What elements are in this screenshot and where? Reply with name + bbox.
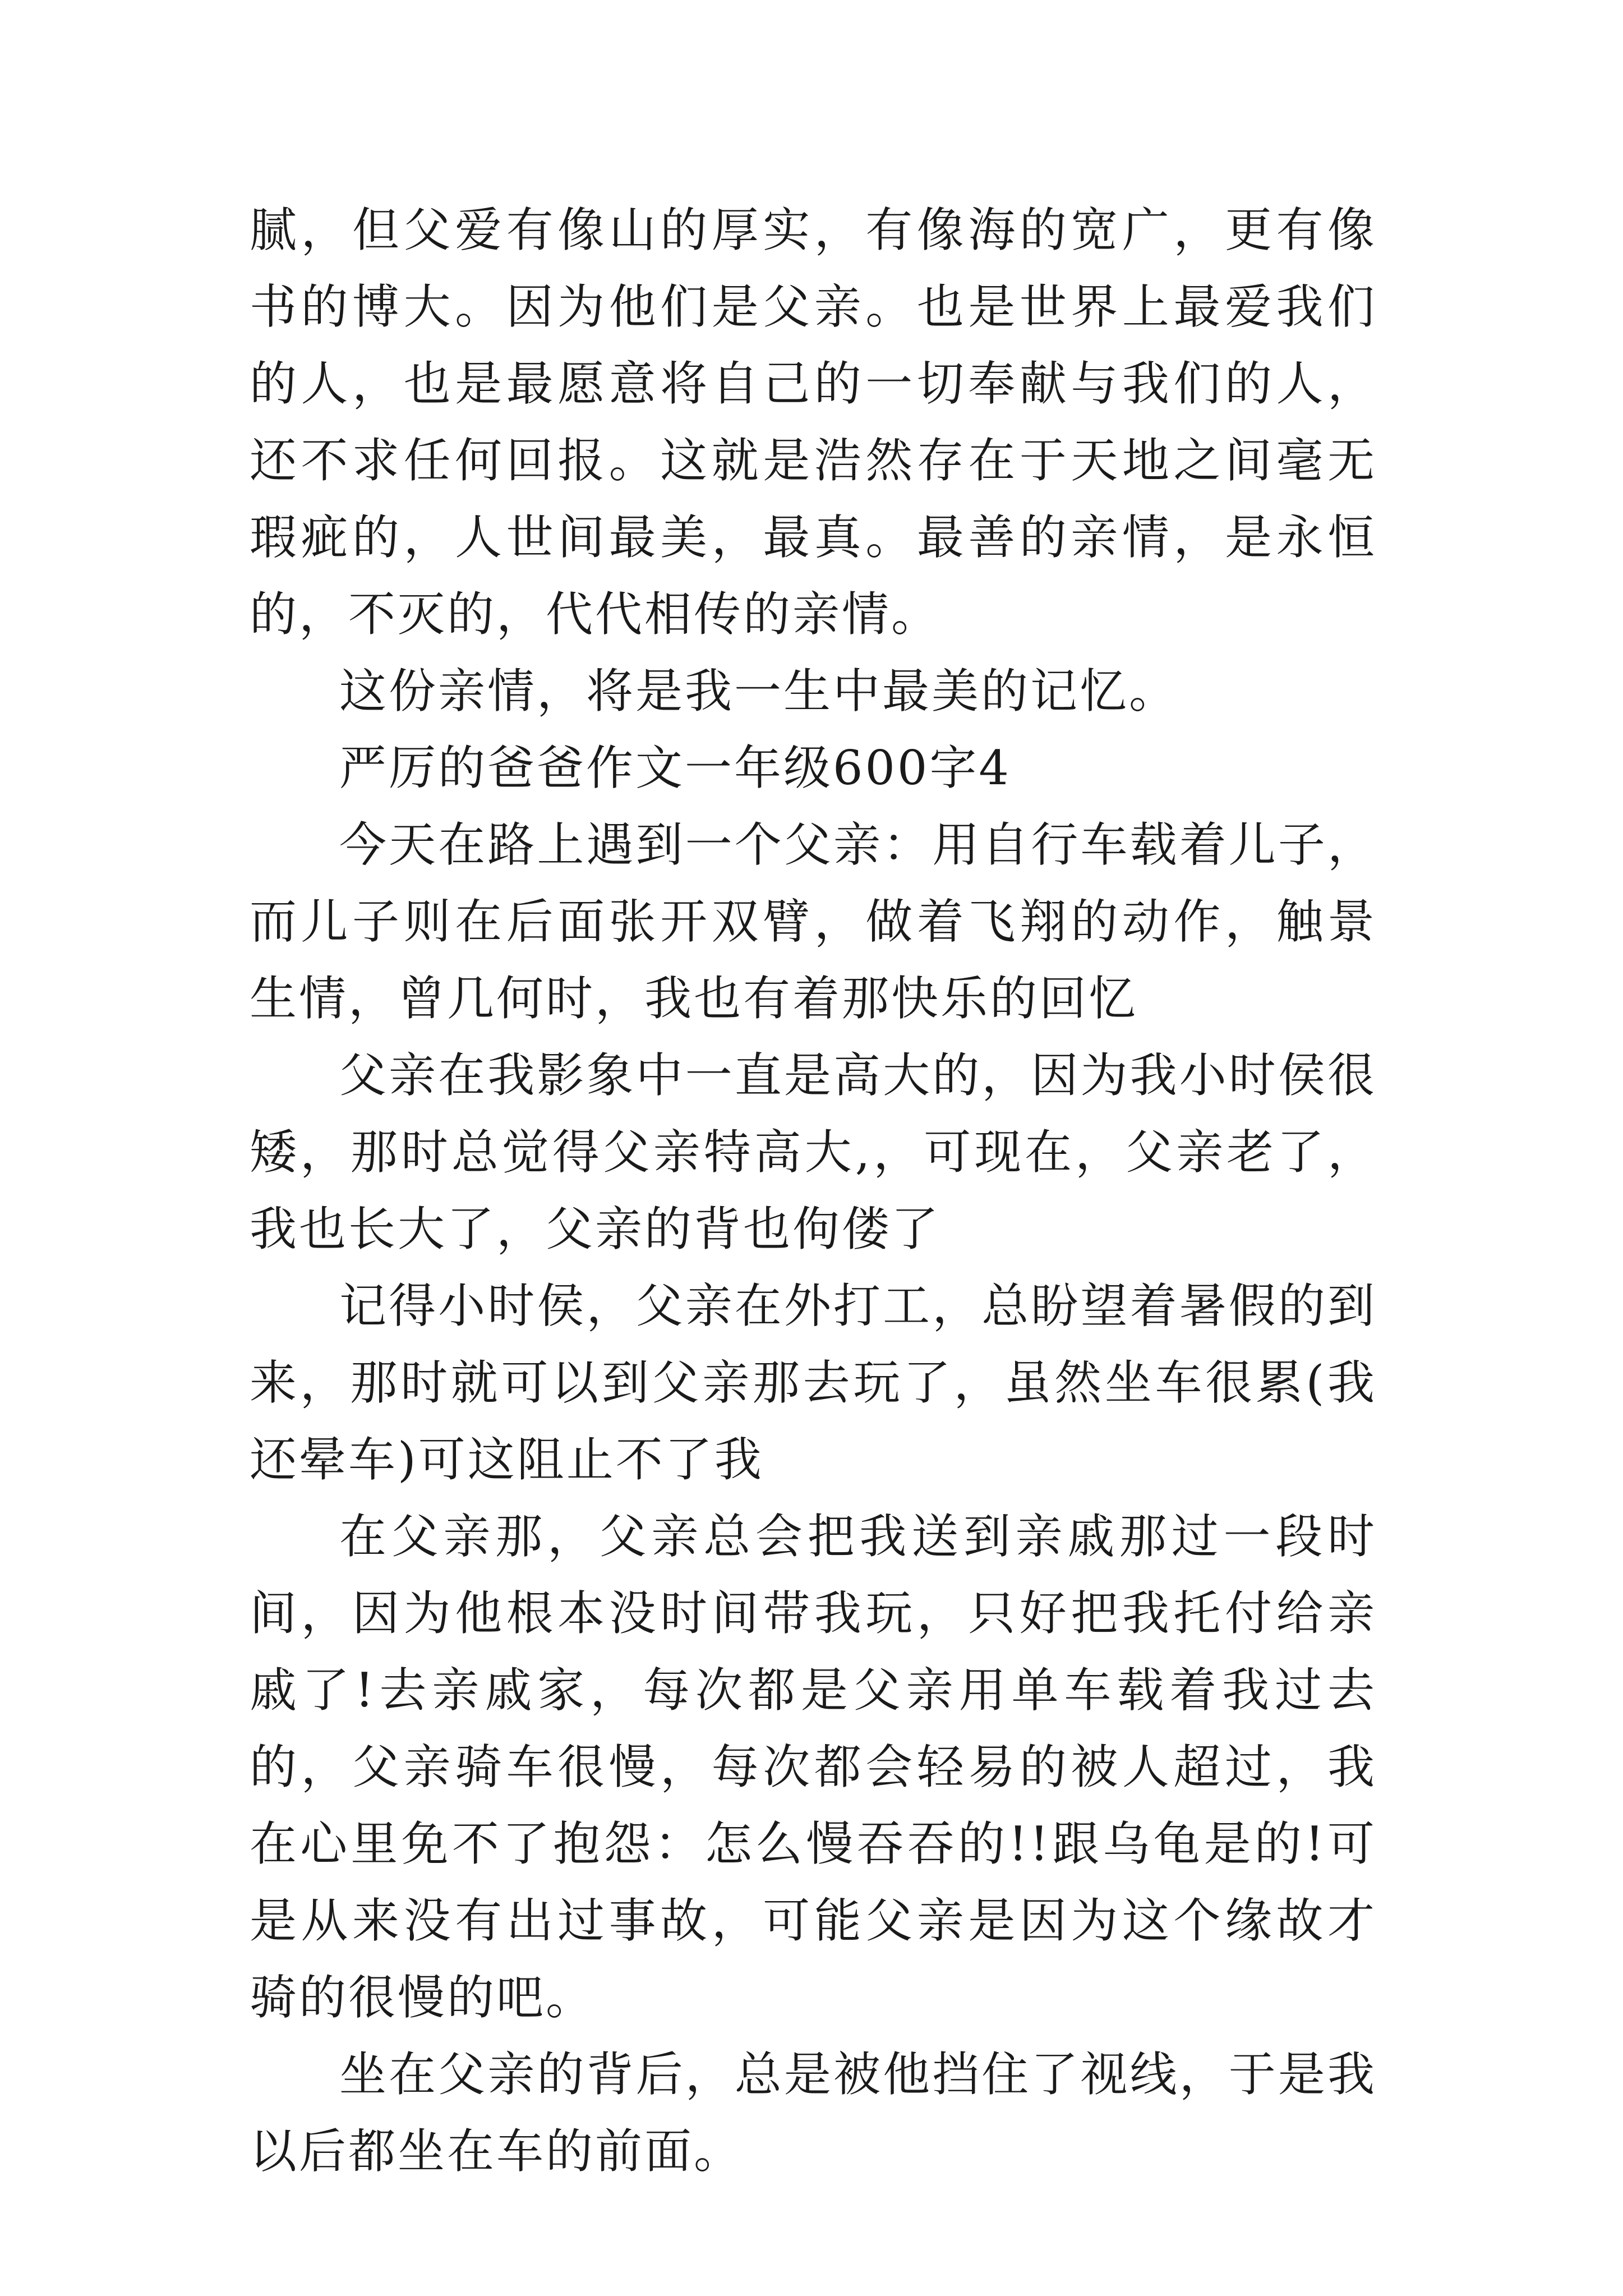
paragraph-6: 在父亲那，父亲总会把我送到亲戚那过一段时间，因为他根本没时间带我玩，只好把我托付给亲戚了!去亲戚家，每次都是父亲用单车载着我过去的，父亲骑车很慢，每次都会轻易的被人超过，我在心里免不了抱怨：怎么慢吞吞的!!跟乌龟是的!可是从来没有出过事故，可能父亲是因为这个缘故才骑的很慢的吧。 xyxy=(250,1509,1377,2025)
paragraph-5: 记得小时侯，父亲在外打工，总盼望着暑假的到来，那时就可以到父亲那去玩了，虽然坐车很累(我还晕车)可这阻止不了我 xyxy=(250,1278,1377,1487)
section-heading: 严厉的爸爸作文一年级600字4 xyxy=(339,740,1011,795)
paragraph-1: 腻，但父爱有像山的厚实，有像海的宽广，更有像书的博大。因为他们是父亲。也是世界上最爱我们的人，也是最愿意将自己的一切奉献与我们的人，还不求任何回报。这就是浩然存在于天地之间毫无瑕疵的，人世间最美，最真。最善的亲情，是永恒的，不灭的，代代相传的亲情。 xyxy=(250,203,1377,642)
paragraph-2: 这份亲情，将是我一生中最美的记忆。 xyxy=(339,664,1179,719)
paragraph-4: 父亲在我影象中一直是高大的，因为我小时侯很矮，那时总觉得父亲特高大,，可现在，父亲老了，我也长大了，父亲的背也佝偻了 xyxy=(250,1048,1377,1257)
paragraph-3: 今天在路上遇到一个父亲：用自行车载着儿子，而儿子则在后面张开双臂，做着飞翔的动作，触景生情，曾几何时，我也有着那快乐的回忆 xyxy=(250,817,1377,1026)
paragraph-7: 坐在父亲的背后，总是被他挡住了视线，于是我以后都坐在车的前面。 xyxy=(250,2047,1377,2179)
document-body xyxy=(250,192,1377,2190)
